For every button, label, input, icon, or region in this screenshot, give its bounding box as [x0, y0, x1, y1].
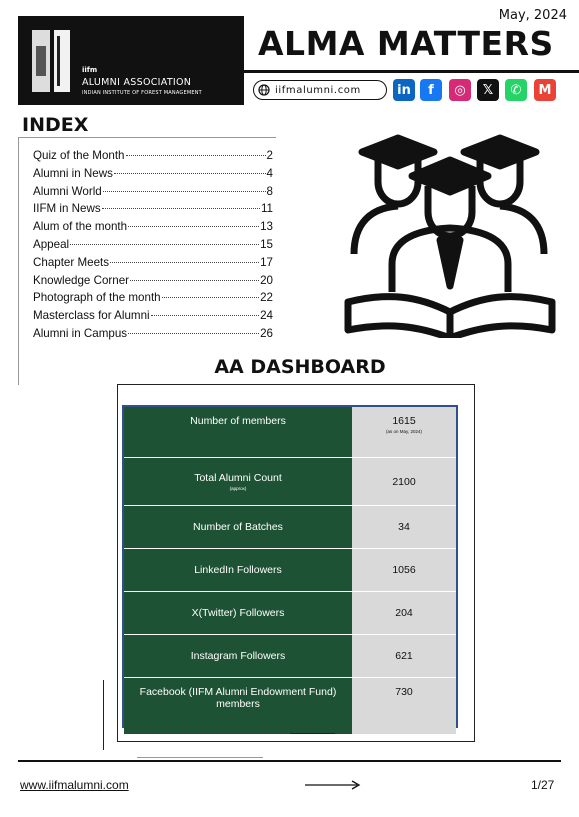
metric-label-text: LinkedIn Followers [194, 564, 282, 576]
metric-label-text: Total Alumni Count [194, 472, 282, 484]
index-entry-label: Alum of the month [33, 220, 128, 234]
index-entry-page: 22 [260, 291, 273, 305]
decorative-line [137, 757, 263, 758]
dashboard-metric-label [124, 549, 352, 591]
dashboard-table [124, 407, 456, 734]
association-name: ALUMNI ASSOCIATION [82, 77, 192, 88]
index-entry-label: Photograph of the month [33, 291, 161, 305]
gmail-icon[interactable]: M [534, 79, 556, 101]
metric-label-text: X(Twitter) Followers [191, 607, 285, 619]
dashboard-metric-value [352, 635, 456, 677]
institute-name: INDIAN INSTITUTE OF FOREST MANAGEMENT [82, 90, 202, 96]
index-entry-page: 8 [266, 184, 273, 198]
index-entry-page: 2 [266, 149, 273, 162]
index-leader-dots [162, 297, 259, 298]
metric-value-text: 2100 [392, 475, 416, 488]
whatsapp-icon[interactable]: ✆ [505, 79, 527, 101]
page-number: 1/27 [531, 778, 555, 792]
index-leader-dots [128, 333, 259, 334]
newsletter-title: ALMA MATTERS [258, 24, 554, 63]
index-entry-page: 13 [260, 220, 273, 234]
index-entry-page: 11 [260, 202, 273, 216]
index-entry-label: Chapter Meets [33, 255, 110, 269]
index-entry-label: Knowledge Corner [33, 273, 130, 287]
index-leader-dots [126, 155, 266, 156]
index-leader-dots [151, 315, 259, 316]
index-entry-label: Quiz of the Month [33, 149, 125, 162]
x-icon[interactable]: 𝕏 [477, 79, 499, 101]
dashboard-metric-label [124, 458, 352, 505]
next-arrow-icon[interactable] [305, 779, 361, 791]
dashboard-row [124, 458, 456, 506]
metric-value-text: 1056 [392, 564, 416, 576]
dashboard-metric-value [352, 458, 456, 505]
dashboard-metric-value [352, 506, 456, 548]
index-leader-dots [102, 208, 260, 209]
index-leader-dots [130, 280, 259, 281]
decorative-line [290, 733, 335, 734]
graduates-illustration [340, 124, 558, 338]
dashboard-metric-label [124, 506, 352, 548]
metric-label-text: Facebook (IIFM Alumni Endowment Fund) members [139, 686, 337, 710]
dashboard-metric-value [352, 592, 456, 634]
index-entry-page: 17 [260, 255, 273, 269]
index-entry[interactable] [33, 220, 273, 238]
dashboard-metric-label [124, 407, 352, 457]
metric-value-note: (as on May, 2024) [386, 429, 422, 434]
dashboard-row [124, 549, 456, 592]
metric-value-text: 621 [395, 650, 413, 662]
index-leader-dots [128, 226, 259, 227]
title-divider [244, 70, 579, 73]
index-entry-label: Masterclass for Alumni [33, 309, 150, 323]
decorative-line [103, 680, 104, 750]
footer-divider [18, 760, 561, 762]
index-entry-label: Alumni in News [33, 166, 113, 180]
index-entry[interactable] [33, 256, 273, 274]
index-entry-page: 15 [260, 237, 273, 251]
linkedin-icon[interactable]: in [393, 79, 415, 101]
metric-label-text: Number of members [190, 415, 286, 427]
metric-label-text: Instagram Followers [190, 650, 286, 662]
website-url: iifmalumni.com [275, 84, 361, 96]
metric-value-text: 34 [398, 521, 410, 533]
index-entry-page: 24 [260, 309, 273, 323]
instagram-icon[interactable]: ◎ [449, 79, 471, 101]
logo-iifm-text: iifm [82, 66, 98, 74]
index-entry-page: 20 [260, 273, 273, 287]
dashboard-row [124, 407, 456, 458]
index-entry-page: 26 [260, 326, 273, 340]
metric-value-text: 204 [395, 607, 413, 619]
dashboard-metric-label [124, 592, 352, 634]
index-entry-label: Alumni World [33, 184, 102, 198]
index-entry[interactable] [33, 274, 273, 292]
index-entry-label: Appeal [33, 237, 70, 251]
dashboard-heading: AA DASHBOARD [214, 356, 386, 378]
index-heading: INDEX [22, 114, 89, 136]
dashboard-metric-label [124, 635, 352, 677]
index-entry[interactable] [33, 202, 273, 220]
index-entry[interactable] [33, 149, 273, 167]
footer-website-link[interactable]: www.iifmalumni.com [20, 778, 129, 792]
website-link[interactable] [253, 80, 387, 100]
index-leader-dots [103, 191, 266, 192]
index-entry[interactable] [33, 167, 273, 185]
dashboard-row [124, 678, 456, 734]
dashboard-metric-value [352, 407, 456, 457]
metric-value-text: 1615 [392, 415, 416, 427]
index-entry-page: 4 [266, 166, 273, 180]
issue-date: May, 2024 [498, 8, 567, 23]
index-leader-dots [110, 262, 259, 263]
index-leader-dots [114, 173, 266, 174]
metric-label-note: (approx) [229, 486, 247, 491]
dashboard-metric-value [352, 678, 456, 734]
dashboard-row [124, 635, 456, 678]
index-list [33, 149, 273, 345]
dashboard-row [124, 592, 456, 635]
index-leader-dots [70, 244, 259, 245]
index-entry[interactable] [33, 238, 273, 256]
index-entry[interactable] [33, 291, 273, 309]
index-entry[interactable] [33, 309, 273, 327]
index-entry-label: Alumni in Campus [33, 326, 128, 340]
index-left-rule [18, 137, 19, 385]
metric-value-text: 730 [395, 686, 413, 698]
alumni-association-logo [28, 26, 76, 96]
metric-label-text: Number of Batches [193, 521, 283, 533]
index-entry[interactable] [33, 327, 273, 345]
logo-block [18, 16, 244, 105]
globe-icon [258, 84, 270, 96]
dashboard-metric-label [124, 678, 352, 734]
dashboard-row [124, 506, 456, 549]
index-entry-label: IIFM in News [33, 202, 101, 216]
index-entry[interactable] [33, 185, 273, 203]
dashboard-metric-value [352, 549, 456, 591]
index-top-rule [18, 137, 276, 138]
facebook-icon[interactable]: f [420, 79, 442, 101]
